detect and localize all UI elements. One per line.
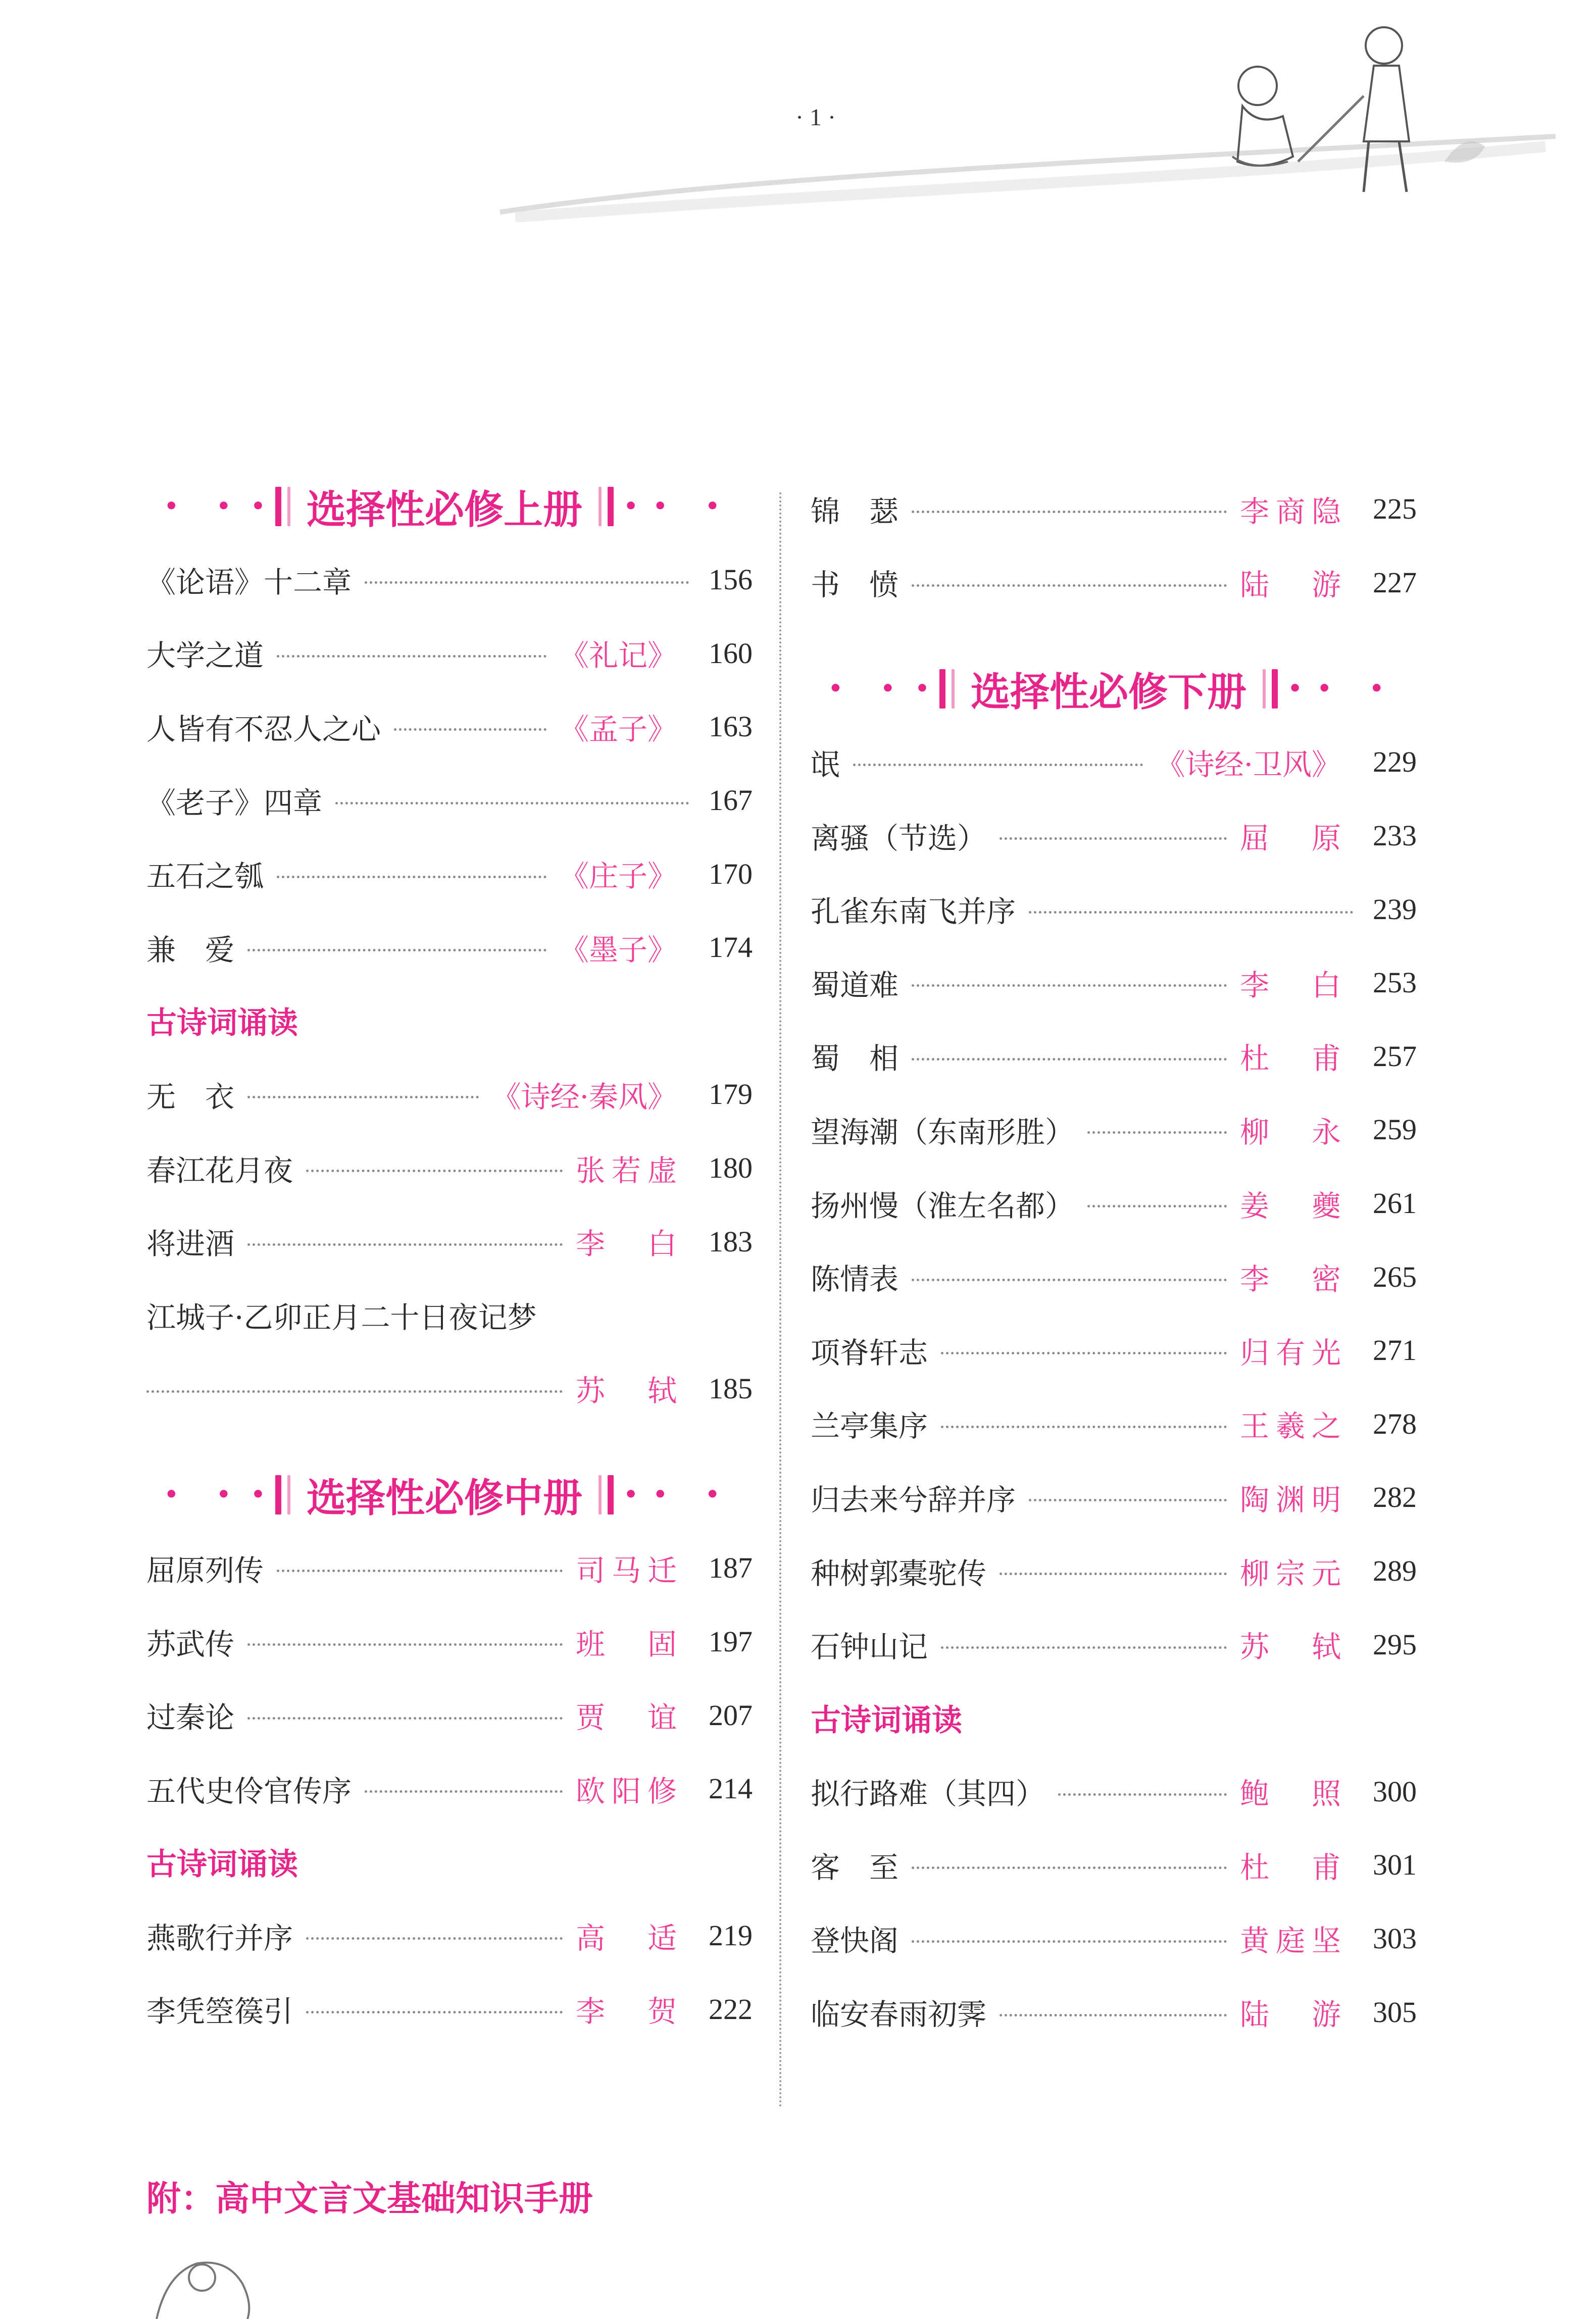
entry-title: 望海潮（东南形胜） <box>811 1115 1075 1149</box>
dot-leader <box>912 1940 1227 1943</box>
decor-dots: • • <box>828 676 910 702</box>
dot-leader <box>365 1790 563 1793</box>
entry-title: 人皆有不忍人之心 <box>146 712 381 746</box>
toc-entry[interactable] <box>811 946 1417 1020</box>
figure-sketch-illustration <box>141 2252 303 2319</box>
dot-leader <box>146 1390 563 1393</box>
toc-entry[interactable] <box>146 1605 753 1679</box>
entry-title: 书 愤 <box>811 568 899 602</box>
dot-leader <box>277 876 546 878</box>
entry-author: 杜甫 <box>1240 1041 1341 1076</box>
entry-page-number: 289 <box>1373 1554 1417 1588</box>
decor-bar <box>598 1475 602 1515</box>
subsection-heading: 古诗词诵读 <box>811 1702 962 1738</box>
dot-leader <box>247 949 546 951</box>
dot-leader <box>941 1352 1227 1354</box>
decor-dot: • <box>624 493 638 519</box>
toc-entry[interactable] <box>811 1387 1417 1461</box>
section-header <box>146 1458 753 1531</box>
entry-page-number: 227 <box>1373 566 1417 599</box>
entry-page-number: 301 <box>1373 1848 1417 1882</box>
section-title: 选择性必修上册 <box>306 487 582 533</box>
dot-leader <box>912 984 1227 987</box>
entry-author: 屈原 <box>1240 821 1341 855</box>
entry-author: 李白 <box>1240 968 1341 1002</box>
toc-entry[interactable] <box>146 1131 753 1205</box>
entry-title: 种树郭橐驼传 <box>811 1556 987 1591</box>
entry-page-number: 197 <box>709 1625 753 1658</box>
dot-leader <box>335 802 689 804</box>
decor-bar <box>287 487 290 526</box>
toc-entry[interactable] <box>146 1973 753 2046</box>
toc-entry[interactable] <box>811 1240 1417 1314</box>
dot-leader <box>912 1058 1227 1061</box>
entry-author: 黄庭坚 <box>1240 1924 1341 1958</box>
appendix-heading: 附：高中文言文基础知识手册 <box>146 2179 593 2219</box>
entry-title: 《老子》四章 <box>146 785 323 820</box>
entry-title: 五石之瓠 <box>146 859 264 894</box>
entry-author: 苏轼 <box>576 1374 677 1408</box>
toc-entry[interactable] <box>811 1093 1417 1167</box>
toc-entry[interactable] <box>811 546 1417 620</box>
entry-title: 无 衣 <box>146 1079 235 1114</box>
toc-entry[interactable] <box>146 911 753 984</box>
dot-leader <box>941 1426 1227 1428</box>
entry-author: 《孟子》 <box>559 712 677 746</box>
decor-bar <box>598 487 602 526</box>
toc-entry[interactable] <box>811 1020 1417 1093</box>
entry-title: 项脊轩志 <box>811 1335 928 1370</box>
entry-page-number: 167 <box>709 784 753 817</box>
dot-leader <box>1058 1793 1227 1796</box>
dot-leader <box>1000 2014 1227 2016</box>
toc-right-column <box>811 472 1417 2049</box>
dot-leader <box>306 1170 563 1172</box>
decor-bar <box>608 487 614 526</box>
toc-entry[interactable] <box>811 1828 1417 1902</box>
entry-title: 锦 瑟 <box>811 494 899 529</box>
entry-page-number: 305 <box>1373 1995 1417 2029</box>
entry-page-number: 183 <box>709 1225 753 1258</box>
entry-author: 《墨子》 <box>559 932 677 967</box>
entry-page-number: 261 <box>1373 1187 1417 1220</box>
subsection-heading: 古诗词诵读 <box>146 1847 298 1883</box>
entry-title: 临安春雨初霁 <box>811 1997 987 2032</box>
entry-page-number: 265 <box>1373 1260 1417 1293</box>
dot-leader <box>1029 1499 1227 1501</box>
dot-leader <box>277 1570 563 1572</box>
decor-bar <box>287 1475 290 1515</box>
page-number: · 1 · <box>795 104 836 131</box>
toc-entry[interactable] <box>146 1531 753 1605</box>
entry-author: 李密 <box>1240 1262 1341 1297</box>
entry-page-number: 219 <box>709 1919 753 1952</box>
decor-bar <box>275 487 281 526</box>
toc-entry[interactable] <box>146 1678 753 1752</box>
toc-entry[interactable] <box>811 1314 1417 1387</box>
dot-leader <box>1087 1131 1227 1134</box>
entry-author: 杜甫 <box>1240 1850 1341 1885</box>
toc-entry[interactable] <box>146 1752 753 1826</box>
entry-page-number: 300 <box>1373 1775 1417 1808</box>
decor-dot: • <box>624 1482 638 1508</box>
entry-title: 离骚（节选） <box>811 821 987 855</box>
entry-title: 将进酒 <box>146 1227 235 1262</box>
entry-page-number: 271 <box>1373 1334 1417 1367</box>
dot-leader <box>247 1717 563 1720</box>
children-playing-illustration <box>485 10 1566 222</box>
toc-entry[interactable] <box>811 1755 1417 1829</box>
entry-author: 归有光 <box>1240 1335 1341 1370</box>
subsection-heading: 古诗词诵读 <box>146 1005 298 1041</box>
entry-page-number: 253 <box>1373 966 1417 999</box>
decor-bar <box>939 669 945 709</box>
dot-leader <box>247 1096 479 1098</box>
entry-title: 拟行路难（其四） <box>811 1777 1045 1811</box>
entry-title: 过秦论 <box>146 1700 235 1735</box>
toc-entry[interactable] <box>811 799 1417 873</box>
entry-page-number: 233 <box>1373 819 1417 852</box>
decor-bar <box>952 669 955 709</box>
entry-author: 贾谊 <box>576 1700 677 1735</box>
dot-leader <box>247 1243 563 1246</box>
toc-entry[interactable] <box>811 725 1417 799</box>
decor-bar <box>1263 669 1266 709</box>
toc-entry[interactable] <box>146 617 753 690</box>
decor-dots: • • <box>164 493 246 519</box>
entry-page-number: 179 <box>709 1078 753 1111</box>
section-title: 选择性必修中册 <box>306 1475 582 1521</box>
entry-page-number: 239 <box>1373 892 1417 926</box>
entry-author: 司马迁 <box>576 1553 677 1588</box>
entry-title: 李凭箜篌引 <box>146 1994 293 2029</box>
entry-author: 苏轼 <box>1240 1630 1341 1665</box>
entry-title: 屈原列传 <box>146 1553 264 1588</box>
entry-author: 柳永 <box>1240 1115 1341 1149</box>
entry-page-number: 229 <box>1373 745 1417 779</box>
decor-dots: • • <box>653 1482 735 1508</box>
entry-author: 柳宗元 <box>1240 1556 1341 1591</box>
entry-page-number: 222 <box>709 1992 753 2026</box>
decor-dot: • <box>1288 676 1303 702</box>
entry-page-number: 170 <box>709 857 753 890</box>
entry-author: 班固 <box>576 1627 677 1661</box>
toc-entry[interactable] <box>146 837 753 911</box>
decor-dots: • • <box>1317 676 1399 702</box>
entry-author: 《诗经·卫风》 <box>1156 747 1341 782</box>
toc-entry[interactable] <box>146 690 753 764</box>
entry-page-number: 278 <box>1373 1407 1417 1440</box>
entry-author: 李贺 <box>576 1994 677 2029</box>
entry-title: 兼 爱 <box>146 932 235 967</box>
entry-title: 大学之道 <box>146 638 264 673</box>
entry-page-number: 214 <box>709 1772 753 1805</box>
section-header <box>146 470 753 543</box>
entry-title: 客 至 <box>811 1850 899 1885</box>
entry-page-number: 156 <box>709 563 753 596</box>
decor-bar <box>275 1475 281 1515</box>
decor-dots: • • <box>653 493 735 519</box>
toc-entry[interactable] <box>811 1460 1417 1534</box>
toc-entry[interactable] <box>811 1607 1417 1681</box>
dot-leader <box>1029 911 1353 914</box>
toc-entry[interactable] <box>146 764 753 837</box>
decor-dot: • <box>915 676 929 702</box>
entry-page-number: 187 <box>709 1551 753 1585</box>
toc-entry[interactable] <box>146 543 753 617</box>
entry-page-number: 207 <box>709 1698 753 1732</box>
section-header <box>811 652 1417 725</box>
entry-author: 《礼记》 <box>559 638 677 673</box>
toc-entry[interactable] <box>146 1204 753 1278</box>
entry-page-number: 303 <box>1373 1922 1417 1955</box>
dot-leader <box>853 764 1143 766</box>
dot-leader <box>941 1646 1227 1649</box>
entry-author: 鲍照 <box>1240 1777 1341 1811</box>
entry-title: 归去来兮辞并序 <box>811 1482 1016 1517</box>
dot-leader <box>1000 837 1227 840</box>
toc-entry[interactable] <box>811 1902 1417 1976</box>
entry-title: 燕歌行并序 <box>146 1921 293 1955</box>
entry-author: 陶渊明 <box>1240 1482 1341 1517</box>
entry-author: 《诗经·秦风》 <box>491 1079 677 1114</box>
toc-entry[interactable] <box>811 872 1417 946</box>
section-title: 选择性必修下册 <box>970 669 1246 715</box>
entry-author: 陆游 <box>1240 568 1341 602</box>
entry-author: 王羲之 <box>1240 1409 1341 1444</box>
entry-title: 苏武传 <box>146 1627 235 1661</box>
entry-page-number: 282 <box>1373 1481 1417 1514</box>
dot-leader <box>912 1279 1227 1281</box>
entry-author: 欧阳修 <box>576 1774 677 1808</box>
entry-page-number: 259 <box>1373 1113 1417 1146</box>
dot-leader <box>1087 1205 1227 1207</box>
entry-page-number: 160 <box>709 636 753 670</box>
toc-entry[interactable] <box>146 1352 753 1426</box>
dot-leader <box>365 581 689 584</box>
entry-page-number: 163 <box>709 710 753 743</box>
decor-dot: • <box>251 493 265 519</box>
toc-left-column <box>146 470 753 2046</box>
entry-title: 陈情表 <box>811 1262 899 1297</box>
entry-page-number: 185 <box>709 1372 753 1405</box>
dot-leader <box>394 728 546 731</box>
entry-author: 李白 <box>576 1227 677 1262</box>
toc-entry[interactable] <box>811 1975 1417 2049</box>
decor-dot: • <box>251 1482 265 1508</box>
entry-author: 高适 <box>576 1921 677 1955</box>
entry-page-number: 225 <box>1373 492 1417 526</box>
entry-title: 蜀道难 <box>811 968 899 1002</box>
column-divider <box>779 492 781 2108</box>
decor-dots: • • <box>164 1482 246 1508</box>
entry-title: 《论语》十二章 <box>146 565 352 599</box>
entry-title: 石钟山记 <box>811 1630 928 1665</box>
dot-leader <box>247 1643 563 1646</box>
entry-author: 姜夔 <box>1240 1188 1341 1223</box>
toc-entry[interactable] <box>811 1534 1417 1608</box>
dot-leader <box>1000 1573 1227 1575</box>
entry-title: 蜀 相 <box>811 1041 899 1076</box>
entry-page-number: 295 <box>1373 1628 1417 1661</box>
entry-title: 扬州慢（淮左名都） <box>811 1188 1075 1223</box>
entry-title: 江城子·乙卯正月二十日夜记梦 <box>146 1300 537 1335</box>
entry-title: 春江花月夜 <box>146 1153 293 1188</box>
toc-entry[interactable] <box>146 1057 753 1131</box>
entry-author: 李商隐 <box>1240 494 1341 529</box>
entry-author: 《庄子》 <box>559 859 677 894</box>
dot-leader <box>912 584 1227 587</box>
dot-leader <box>277 655 546 658</box>
entry-title: 登快阁 <box>811 1924 899 1958</box>
decor-bar <box>1272 669 1278 709</box>
dot-leader <box>306 1937 563 1940</box>
entry-author: 张若虚 <box>576 1153 677 1188</box>
entry-title: 孔雀东南飞并序 <box>811 894 1016 929</box>
entry-page-number: 174 <box>709 931 753 964</box>
decor-bar <box>608 1475 614 1515</box>
entry-title: 五代史伶官传序 <box>146 1774 352 1808</box>
entry-page-number: 257 <box>1373 1039 1417 1073</box>
entry-author: 陆游 <box>1240 1997 1341 2032</box>
toc-entry[interactable] <box>811 1167 1417 1240</box>
entry-title: 氓 <box>811 747 840 782</box>
dot-leader <box>912 1867 1227 1869</box>
entry-title: 兰亭集序 <box>811 1409 928 1444</box>
dot-leader <box>912 511 1227 513</box>
toc-entry-title-line <box>146 1278 753 1352</box>
toc-entry[interactable] <box>811 472 1417 546</box>
dot-leader <box>306 2011 563 2013</box>
toc-entry[interactable] <box>146 1899 753 1973</box>
entry-page-number: 180 <box>709 1151 753 1185</box>
